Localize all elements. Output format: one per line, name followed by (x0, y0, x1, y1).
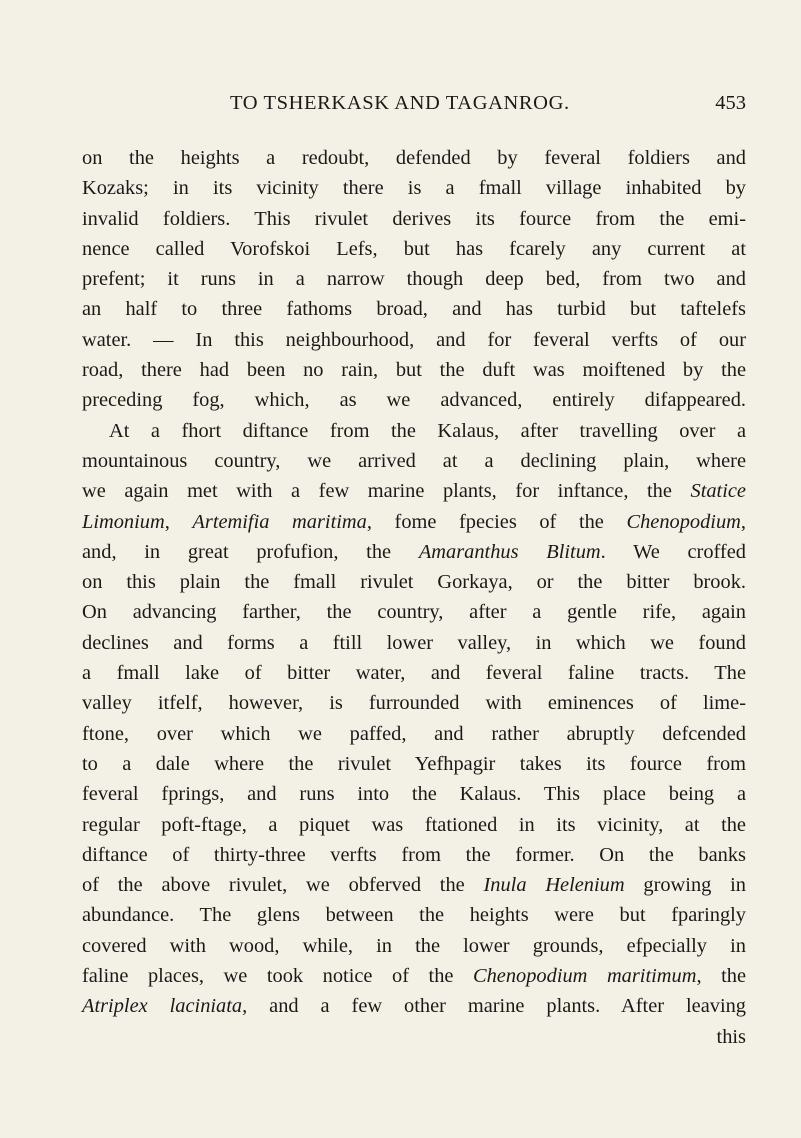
text-line (82, 355, 746, 385)
text-line (82, 537, 746, 567)
text-line (82, 931, 746, 961)
text-run: Kozaks; in its vicinity there is a fmall village inhabited by (82, 177, 746, 200)
text-line (82, 416, 746, 446)
text-run: water. — In this neighbourhood, and for feveral verfts of our (82, 328, 746, 351)
text-line (82, 204, 746, 234)
text-run: covered with wood, while, in the lower grounds, efpecially in (82, 934, 746, 957)
italic-term: Atriplex laciniata (82, 995, 243, 1018)
text-run: diftance of thirty-three verfts from the former. On the banks (82, 843, 746, 866)
text-run: regular poft-ftage, a piquet was ftationed in its vicinity, at the (82, 813, 746, 836)
text-run: , (164, 510, 193, 533)
text-run: invalid foldiers. This rivulet derives its fource from the emi- (82, 207, 746, 230)
body-text (82, 143, 746, 1052)
text-line (82, 991, 746, 1021)
text-run: , (740, 510, 746, 533)
text-line (82, 507, 746, 537)
text-line (82, 385, 746, 415)
text-line (82, 143, 746, 173)
text-run: valley itfelf, however, is furrounded with eminences of lime- (82, 692, 746, 715)
italic-term: Statice (690, 480, 746, 503)
text-run: abundance. The glens between the heights were but fparingly (82, 904, 746, 927)
text-line (82, 719, 746, 749)
text-run: ftone, over which we paffed, and rather abruptly defcended (82, 722, 746, 745)
text-line (82, 567, 746, 597)
catchword: this (716, 1025, 746, 1048)
text-run: prefent; it runs in a narrow though deep bed, from two and (82, 268, 746, 291)
italic-term: Inula Helenium (483, 874, 625, 897)
text-run: we again met with a few marine plants, for inftance, the (82, 480, 691, 503)
text-line (82, 749, 746, 779)
text-run: mountainous country, we arrived at a declining plain, where (82, 449, 746, 472)
text-run: preceding fog, which, as we advanced, entirely difappeared. (82, 389, 746, 412)
text-run: faline places, we took notice of the (82, 965, 473, 988)
text-line (82, 840, 746, 870)
text-run: declines and forms a ftill lower valley, in which we found (82, 631, 746, 654)
text-line (82, 688, 746, 718)
text-line (82, 870, 746, 900)
page-number: 453 (715, 92, 746, 114)
text-line (82, 597, 746, 627)
text-run: on this plain the fmall rivulet Gorkaya, or the bitter brook. (82, 571, 746, 594)
text-run: nence called Vorofskoi Lefs, but has fcarely any current at (82, 237, 746, 260)
text-run: growing in (624, 874, 746, 897)
text-line (82, 234, 746, 264)
text-line (82, 779, 746, 809)
text-run: road, there had been no rain, but the duft was moiftened by the (82, 359, 746, 382)
text-line (82, 264, 746, 294)
text-line (82, 658, 746, 688)
text-line (82, 294, 746, 324)
catchword-line (82, 1022, 746, 1052)
text-run: . We croffed (600, 540, 746, 563)
italic-term: Chenopodium (626, 510, 741, 533)
page-header (0, 92, 801, 122)
italic-term: Chenopodium maritimum (473, 965, 697, 988)
text-line (82, 961, 746, 991)
text-run: At a fhort diftance from the Kalaus, after travelling over a (109, 419, 746, 442)
italic-term: Artemifia maritima (192, 510, 367, 533)
text-run: , and a few other marine plants. After leaving (242, 995, 746, 1018)
text-run: , fome fpecies of the (366, 510, 627, 533)
text-run: of the above rivulet, we obferved the (82, 874, 484, 897)
text-run: and, in great profufion, the (82, 540, 419, 563)
running-title: TO TSHERKASK AND TAGANROG. (230, 92, 570, 114)
text-line (82, 628, 746, 658)
text-line (82, 810, 746, 840)
text-run: an half to three fathoms broad, and has turbid but taftelefs (82, 298, 746, 321)
text-line (82, 900, 746, 930)
text-run: feveral fprings, and runs into the Kalaus. This place being a (82, 783, 746, 806)
italic-term: Limonium (82, 510, 165, 533)
text-run: to a dale where the rivulet Yefhpagir takes its fource from (82, 752, 746, 775)
text-run: on the heights a redoubt, defended by feveral foldiers and (82, 147, 746, 169)
text-line (82, 476, 746, 506)
italic-term: Amaranthus Blitum (418, 540, 601, 563)
text-run: a fmall lake of bitter water, and feveral faline tracts. The (82, 662, 746, 685)
text-line (82, 173, 746, 203)
text-line (82, 446, 746, 476)
text-line (82, 325, 746, 355)
text-run: On advancing farther, the country, after a gentle rife, again (82, 601, 746, 624)
text-run: , the (696, 965, 747, 988)
